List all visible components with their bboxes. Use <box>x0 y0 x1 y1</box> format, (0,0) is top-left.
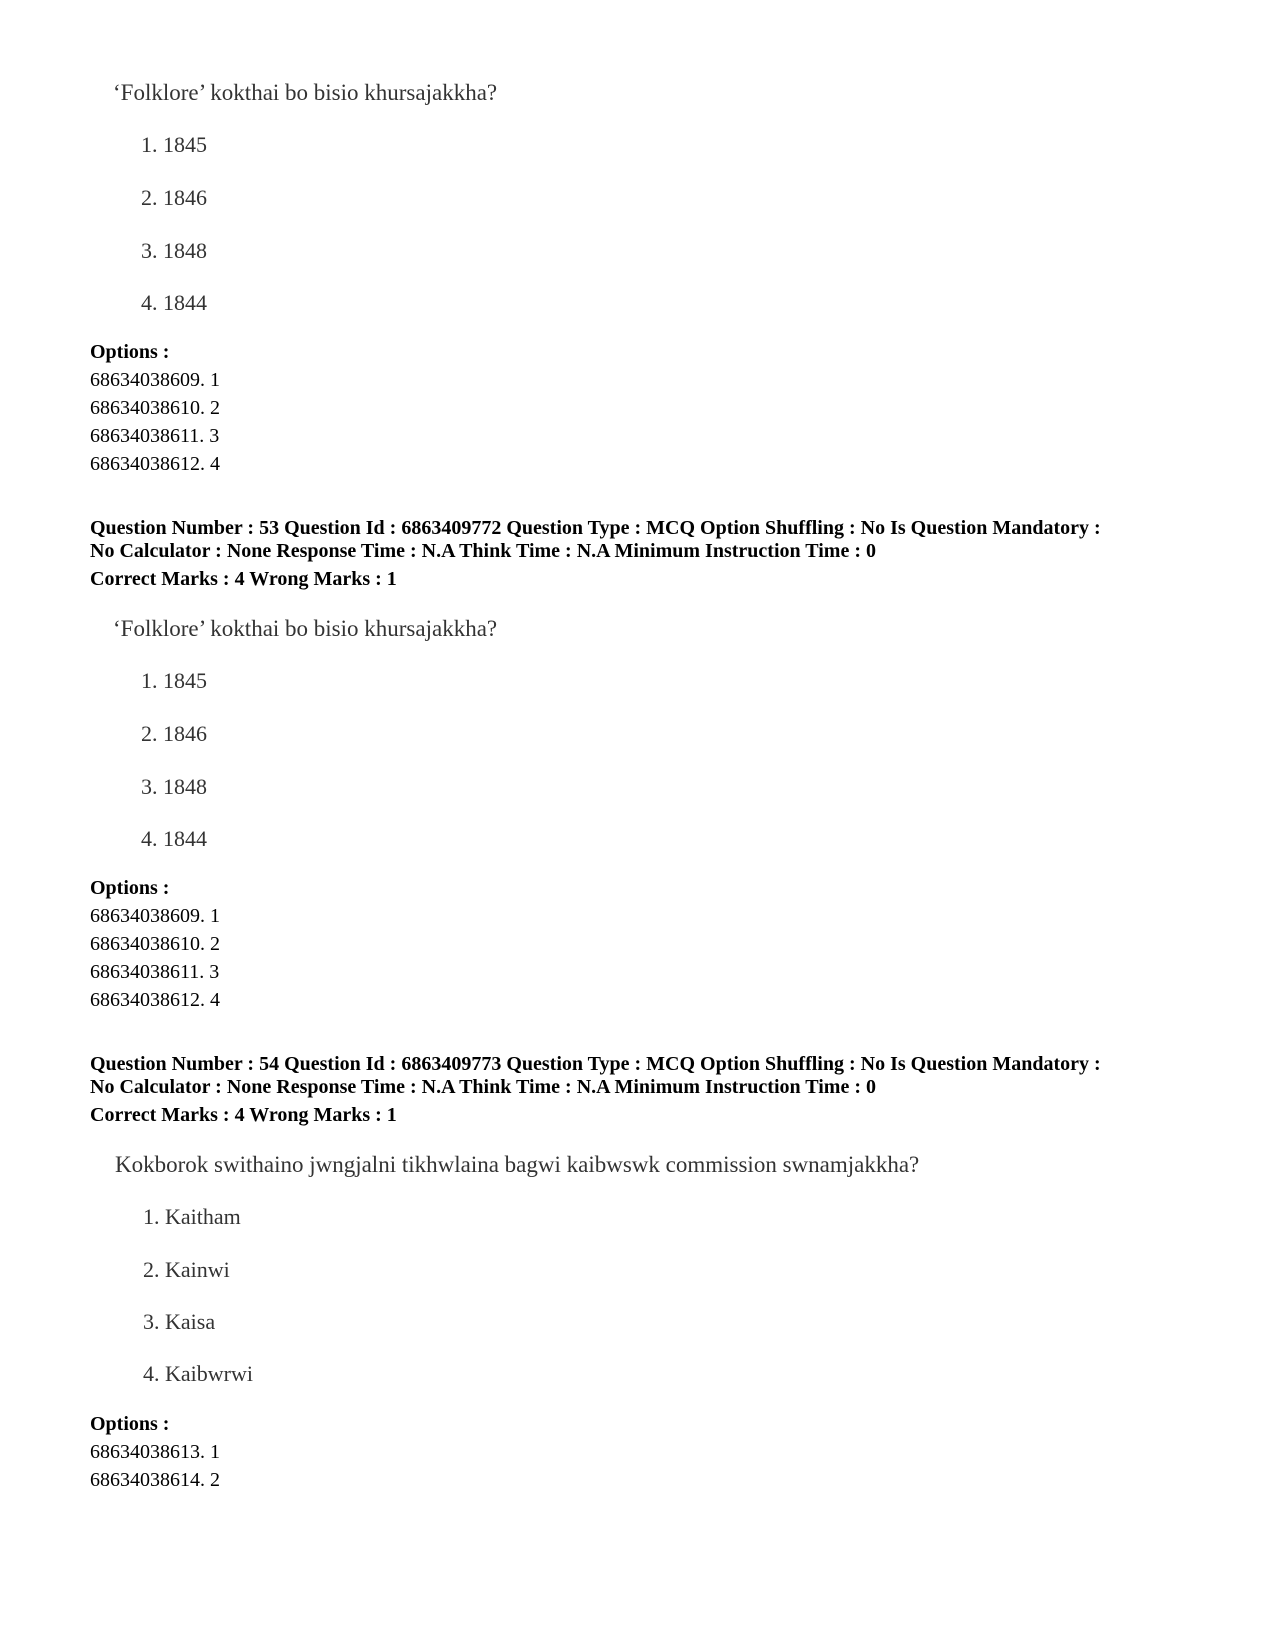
option-id: 68634038609. 1 <box>90 369 220 391</box>
choice-3: 3. Kaisa <box>143 1309 216 1334</box>
option-id: 68634038614. 2 <box>90 1469 220 1491</box>
options-label: Options : <box>90 341 170 363</box>
choice-2: 2. 1846 <box>141 185 207 210</box>
options-label: Options : <box>90 877 170 899</box>
option-id: 68634038611. 3 <box>90 425 220 447</box>
question-text: Kokborok swithaino jwngjalni tikhwlaina bagwi kaibwswk commission swnamjakkha? <box>115 1152 920 1177</box>
question-header-line1: Question Number : 54 Question Id : 6863409773 Question Type : MCQ Option Shuffling : No Is Question Mandatory : <box>90 1053 1101 1075</box>
question-header-line1: Question Number : 53 Question Id : 6863409772 Question Type : MCQ Option Shuffling : No Is Question Mandatory : <box>90 517 1101 539</box>
option-id: 68634038612. 4 <box>90 453 220 475</box>
option-id: 68634038612. 4 <box>90 989 220 1011</box>
option-id: 68634038610. 2 <box>90 397 220 419</box>
marks-line: Correct Marks : 4 Wrong Marks : 1 <box>90 1104 397 1126</box>
marks-line: Correct Marks : 4 Wrong Marks : 1 <box>90 568 397 590</box>
option-id: 68634038609. 1 <box>90 905 220 927</box>
choice-3: 3. 1848 <box>141 774 207 799</box>
choice-1: 1. 1845 <box>141 668 207 693</box>
options-label: Options : <box>90 1413 170 1435</box>
choice-2: 2. 1846 <box>141 721 207 746</box>
option-id: 68634038610. 2 <box>90 933 220 955</box>
question-header-line2: No Calculator : None Response Time : N.A Think Time : N.A Minimum Instruction Time : 0 <box>90 540 876 562</box>
choice-4: 4. Kaibwrwi <box>143 1361 253 1386</box>
choice-4: 4. 1844 <box>141 826 207 851</box>
choice-4: 4. 1844 <box>141 290 207 315</box>
option-id: 68634038611. 3 <box>90 961 220 983</box>
choice-1: 1. Kaitham <box>143 1204 241 1229</box>
question-header-line2: No Calculator : None Response Time : N.A Think Time : N.A Minimum Instruction Time : 0 <box>90 1076 876 1098</box>
choice-3: 3. 1848 <box>141 238 207 263</box>
choice-1: 1. 1845 <box>141 132 207 157</box>
choice-2: 2. Kainwi <box>143 1257 230 1282</box>
question-text: ‘Folklore’ kokthai bo bisio khursajakkha? <box>113 616 498 641</box>
option-id: 68634038613. 1 <box>90 1441 220 1463</box>
question-text: ‘Folklore’ kokthai bo bisio khursajakkha? <box>113 80 498 105</box>
